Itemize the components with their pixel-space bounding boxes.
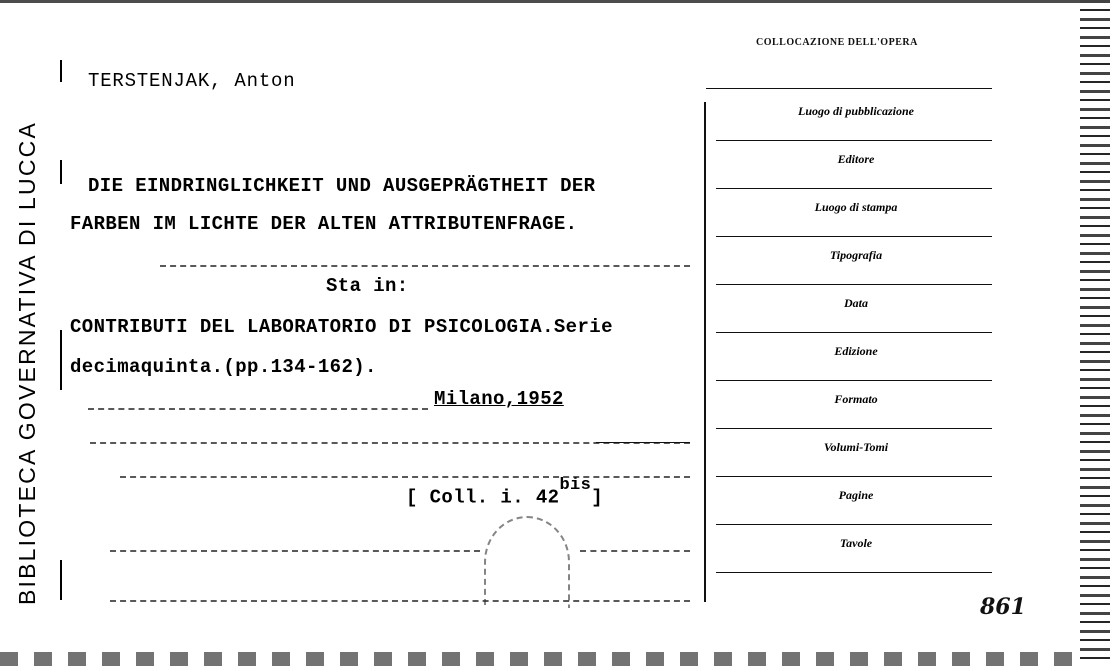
container-line-2: decimaquinta.(pp.134-162). [70, 356, 377, 378]
rule-dotted [110, 600, 690, 602]
rule-dotted [88, 408, 428, 410]
placement-field-rule [716, 188, 992, 189]
rule-dotted [110, 550, 480, 552]
placement-field-rule [716, 524, 992, 525]
rule-dotted [120, 476, 690, 478]
margin-mark [60, 560, 62, 600]
rule-dotted [160, 265, 690, 267]
placement-field-label: Edizione [834, 344, 878, 358]
rule-solid [596, 442, 690, 443]
card-bottom-edge [0, 652, 1080, 666]
author: TERSTENJAK, Anton [88, 70, 296, 92]
placement-field-rule [716, 476, 992, 477]
placement-field-rule [716, 284, 992, 285]
title-line-2: FARBEN IM LICHTE DER ALTEN ATTRIBUTENFRAGE. [70, 213, 578, 235]
shelfmark-sup: bis [559, 476, 592, 495]
in-label: Sta in: [326, 275, 409, 297]
handwritten-note: 861 [980, 594, 1026, 620]
placement-rule [706, 88, 992, 89]
container-line-1: CONTRIBUTI DEL LABORATORIO DI PSICOLOGIA.Serie [70, 316, 613, 338]
card-right-edge [1080, 0, 1110, 666]
rule-dotted [580, 550, 690, 552]
library-name: BIBLIOTECA GOVERNATIVA DI LUCCA [14, 120, 40, 605]
place-year: Milano,1952 [434, 388, 564, 410]
stamp-mark [484, 516, 570, 608]
placement-field-label: Volumi-Tomi [823, 440, 889, 454]
title-line-1: DIE EINDRINGLICHKEIT UND AUSGEPRÄGTHEIT DER [88, 175, 596, 197]
placement-field-rule [716, 380, 992, 381]
placement-field-label: Editore [837, 152, 875, 166]
shelfmark-main: [ Coll. i. 42 [406, 486, 560, 509]
placement-field-label: Tipografia [829, 248, 883, 262]
placement-field-label: Luogo di stampa [814, 200, 898, 214]
placement-field-rule [716, 140, 992, 141]
placement-header: COLLOCAZIONE DELL'OPERA [756, 37, 918, 48]
placement-field-label: Tavole [839, 536, 873, 550]
placement-field-rule [716, 332, 992, 333]
placement-field-rule [716, 572, 992, 573]
placement-field-label: Pagine [838, 488, 874, 502]
card-top-edge [0, 0, 1080, 3]
placement-field-label: Data [844, 296, 868, 310]
placement-field-rule [716, 236, 992, 237]
margin-mark [60, 60, 62, 82]
margin-mark [60, 160, 62, 184]
shelfmark-close: ] [591, 486, 604, 509]
margin-mark [60, 330, 62, 390]
shelfmark [406, 476, 604, 509]
placement-field-label: Luogo di pubblicazione [797, 104, 914, 118]
placement-field-label: Formato [834, 392, 878, 406]
placement-field-rule [716, 428, 992, 429]
